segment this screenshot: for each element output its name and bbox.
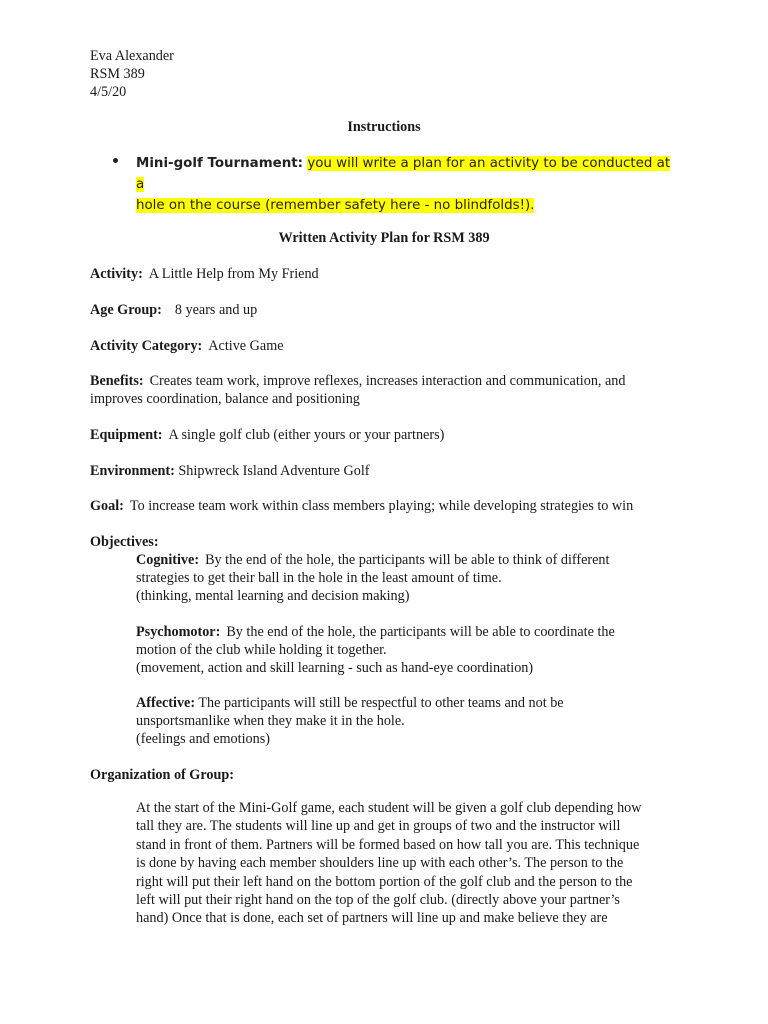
goal-field [90,497,690,515]
objective-affective [136,694,696,748]
activity-field [90,265,690,283]
age-group-label: Age Group: [90,302,162,318]
organization-line: At the start of the Mini-Golf game, each student will be given a golf club depending how [136,800,642,816]
activity-value: A Little Help from My Friend [148,266,319,282]
psychomotor-label: Psychomotor: [136,624,221,640]
author-name: Eva Alexander [90,48,174,64]
document-date: 4/5/20 [90,84,127,100]
cognitive-line3: (thinking, mental learning and decision making) [136,588,410,604]
organization-line: right will put their left hand on the bottom portion of the golf club and the person to the [136,873,633,890]
activity-category-field [90,337,690,355]
cognitive-line2: strategies to get their ball in the hole in the least amount of time. [136,570,502,586]
psychomotor-line2: motion of the club while holding it together. [136,642,387,658]
equipment-value: A single golf club (either yours or your partners) [168,427,445,443]
organization-line: is done by having each member shoulders line up with each other’s. The person to the [136,855,624,872]
instructions-heading: Instructions [347,119,421,135]
cognitive-line1: By the end of the hole, the participants will be able to think of different [205,552,610,568]
bullet-icon [113,158,118,163]
environment-value: Shipwreck Island Adventure Golf [178,463,370,479]
affective-line3: (feelings and emotions) [136,731,270,747]
activity-category-label: Activity Category: [90,338,203,354]
age-group-field [90,301,690,319]
highlighted-text-line1: you will write a plan for an activity to be conducted at a [136,156,671,192]
affective-label: Affective: [136,695,196,711]
plan-title: Written Activity Plan for RSM 389 [278,230,490,246]
organization-paragraph [136,799,716,928]
organization-line: left will put their right hand on the top of the golf club. (directly above your partner’s [136,892,620,909]
course-code: RSM 389 [90,66,145,82]
organization-line: stand in front of them. Partners will be formed based on how tall you are. This technique [136,836,640,853]
objective-cognitive [136,551,696,605]
equipment-field [90,426,690,444]
environment-label: Environment: [90,463,175,479]
goal-value: To increase team work within class members playing; while developing strategies to win [129,498,634,514]
equipment-label: Equipment: [90,427,163,443]
cognitive-label: Cognitive: [136,552,200,568]
environment-field [90,462,690,480]
benefits-field [90,372,690,408]
goal-label: Goal: [90,498,124,514]
psychomotor-line1: By the end of the hole, the participants will be able to coordinate the [226,624,615,640]
highlighted-text-line2: hole on the course (remember safety here - no blindfolds!). [136,198,535,213]
objectives-heading: Objectives: [90,534,159,550]
psychomotor-line3: (movement, action and skill learning - such as hand-eye coordination) [136,660,534,676]
objective-psychomotor [136,623,696,677]
activity-label: Activity: [90,266,143,282]
organization-line: tall they are. The students will line up and get in groups of two and the instructor will [136,818,621,835]
organization-heading: Organization of Group: [90,767,234,783]
bullet-label: Mini-golf Tournament: [136,156,304,171]
age-group-value: 8 years and up [174,302,258,318]
organization-line: hand) Once that is done, each set of partners will line up and make believe they are [136,910,608,927]
benefits-line2: improves coordination, balance and positioning [90,391,360,407]
affective-line1: The participants will still be respectful to other teams and not be [198,695,564,711]
affective-line2: unsportsmanlike when they make it in the hole. [136,713,405,729]
activity-category-value: Active Game [208,338,284,354]
benefits-line1: Creates team work, improve reflexes, increases interaction and communication, and [149,373,626,389]
instructions-bullet [136,153,676,216]
benefits-label: Benefits: [90,373,144,389]
